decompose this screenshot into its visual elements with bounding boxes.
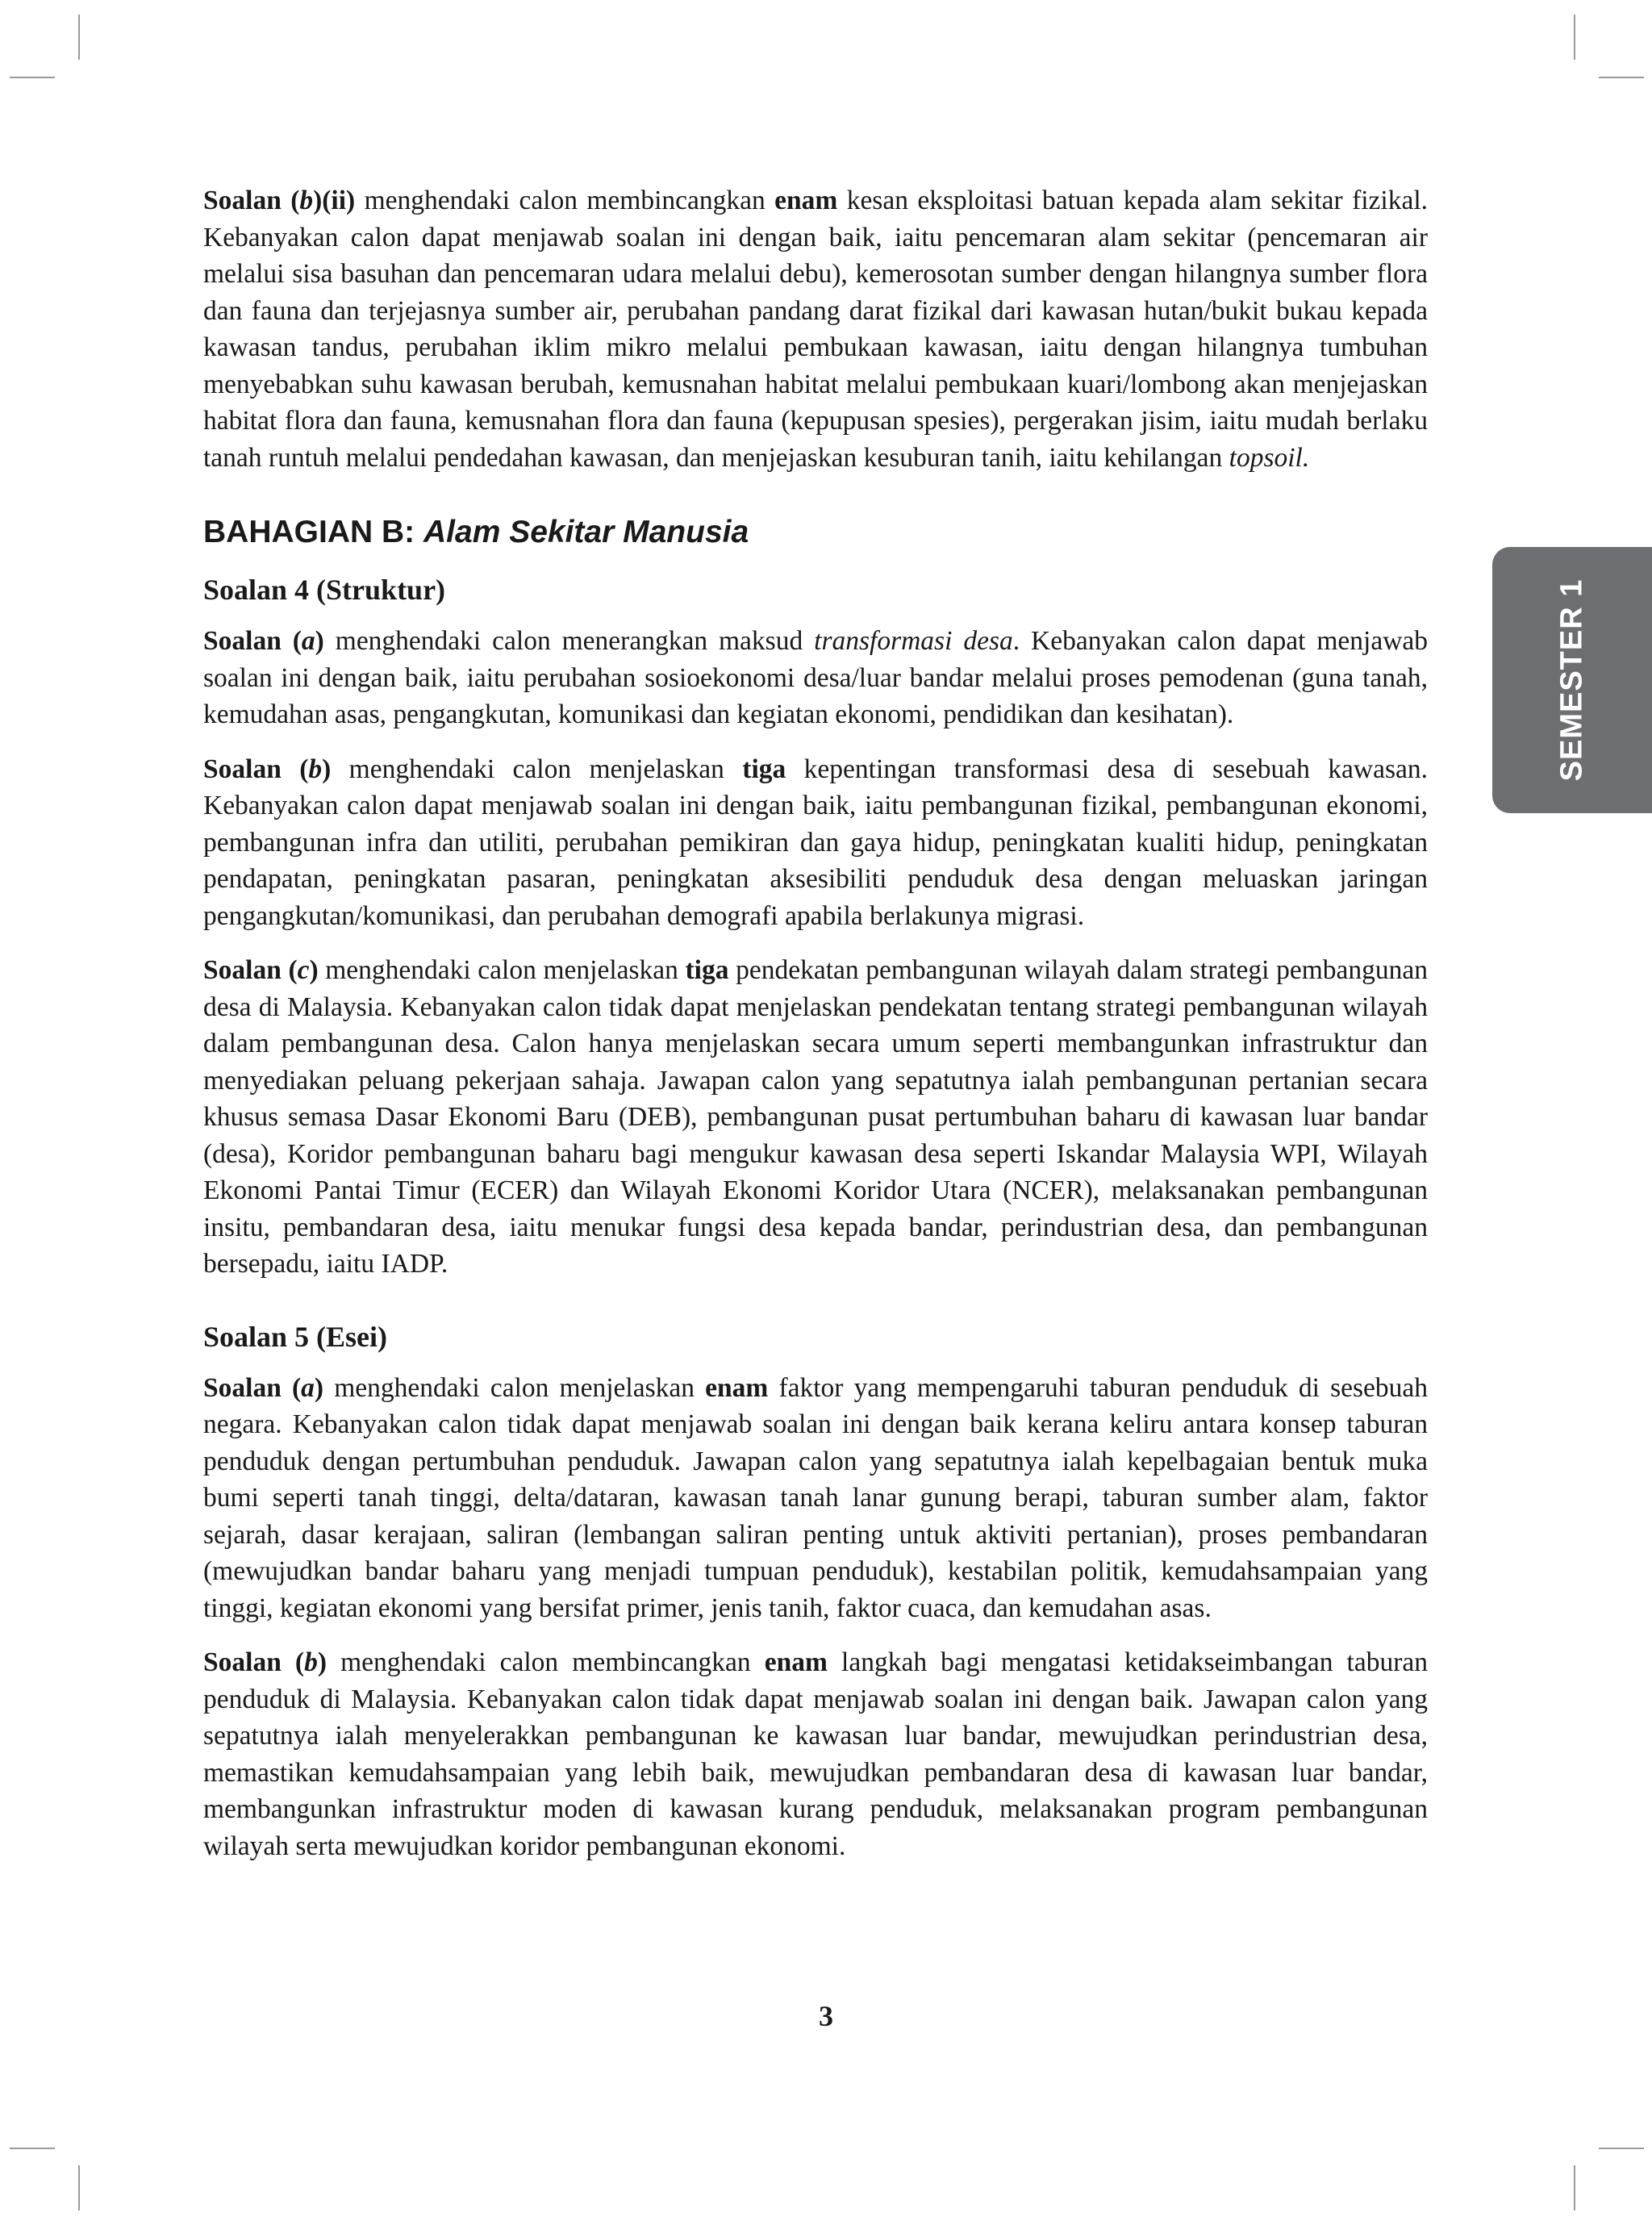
part-letter: b [304,1647,318,1677]
crop-mark [1574,15,1575,60]
keyword-bold: tiga [685,955,729,985]
paren: ( [294,1647,305,1677]
page-content [203,182,1428,1864]
part-letter: c [297,955,310,985]
paragraph-soalan-5a [203,1370,1428,1627]
paren: ( [292,1372,302,1403]
paren: ) [315,626,324,656]
page-number: 3 [819,2000,833,2032]
soalan-label: Soalan [203,626,282,656]
paragraph-text: menghendaki calon menjelaskan [323,1372,706,1403]
paragraph-text: kepentingan transformasi desa di sesebuah kawasan. Kebanyakan calon dapat menjawab soalan ini dengan baik, iaitu pembangunan fizikal, pembangunan ekonomi, pembangunan infra dan utiliti, perubahan pemikiran dan gaya hidup, peningkatan kualiti hidup, peningkatan pendapatan, peningkatan pasaran, peningkatan aksesibiliti penduduk desa dengan meluaskan jaringan pengangkutan/komunikasi, dan perubahan demografi apabila berlakunya migrasi. [203,753,1428,931]
paren: ( [292,626,302,656]
keyword-bold: enam [705,1372,769,1403]
paragraph-text: kesan eksploitasi batuan kepada alam sekitar fizikal. Kebanyakan calon dapat menjawab soalan ini dengan baik, iaitu pencemaran alam sekitar (pencemaran air melalui sisa basuhan dan pencemaran udara melalui debu), kemerosotan sumber dengan hilangnya sumber flora dan fauna dan terjejasnya sumber air, perubahan pandang darat fizikal dari kawasan hutan/bukit bukau kepada kawasan tandus, perubahan iklim mikro melalui pembukaan kawasan, iaitu dengan hilangnya tumbuhan menyebabkan suhu kawasan berubah, kemusnahan habitat melalui pembukaan kuari/lombong akan menjejaskan habitat flora dan fauna, kemusnahan flora dan fauna (kepupusan spesies), pergerakan jisim, iaitu mudah berlaku tanah runtuh melalui pendedahan kawasan, dan menjejaskan kesuburan tanih, iaitu kehilangan [203,186,1429,473]
part-suffix: )(ii) [313,186,356,215]
section-title [203,513,1428,552]
paren: ( [290,186,300,215]
crop-mark [78,2165,80,2210]
part-letter: a [301,1372,315,1403]
paragraph-text: menghendaki calon menerangkan maksud [323,626,815,656]
soalan-label: Soalan [203,753,282,784]
paragraph-text: langkah bagi mengatasi ketidakseimbangan taburan penduduk di Malaysia. Kebanyakan calon tidak dapat menjawab soalan ini dengan baik. Jawapan calon yang sepatutnya ialah menyelerakkan pembangunan ke kawasan luar bandar, mewujudkan perindustrian desa, memastikan kemudahsampaian yang lebih baik, mewujudkan pembandaran desa di kawasan luar bandar, membangunkan infrastruktur moden di kawasan kurang penduduk, melaksanakan program pembangunan wilayah serta mewujudkan koridor pembangunan ekonomi. [203,1647,1428,1861]
paren: ( [299,753,309,784]
paragraph-text: menghendaki calon menjelaskan [331,753,743,784]
italic-term: transformasi desa [814,626,1013,656]
paren: ) [309,955,319,985]
paren: ( [288,955,298,985]
paragraph-text: menghendaki calon membincangkan [355,186,775,215]
paragraph-text: faktor yang mempengaruhi taburan penduduk di sesebuah negara. Kebanyakan calon tidak dapat menjawab soalan ini dengan baik kerana keliru antara konsep taburan penduduk dengan pertumbuhan penduduk. Jawapan calon yang sepatutnya ialah kepelbagaian bentuk muka bumi seperti tanah tinggi, delta/dataran, kawasan tanah lanar gunung berapi, taburan sumber alam, faktor sejarah, dasar kerajaan, saliran (lembangan saliran penting untuk aktiviti pertanian), proses pembandaran (mewujudkan bandar baharu yang menjadi tumpuan penduduk), kestabilan politik, kemudahsampaian yang tinggi, kegiatan ekonomi yang bersifat primer, jenis tanih, faktor cuaca, dan kemudahan asas. [203,1372,1429,1623]
paragraph-text: pendekatan pembangunan wilayah dalam strategi pembangunan desa di Malaysia. Kebanyakan calon tidak dapat menjelaskan pendekatan tentang strategi pembangunan wilayah dalam pembangunan desa. Calon hanya menjelaskan secara umum seperti membangunkan infrastruktur dan menyediakan peluang pekerjaan sahaja. Jawapan calon yang sepatutnya ialah pembangunan pertanian secara khusus semasa Dasar Ekonomi Baru (DEB), pembangunan pusat pertumbuhan baharu di kawasan luar bandar (desa), Koridor pembangunan baharu bagi mengukur kawasan desa seperti Iskandar Malaysia WPI, Wilayah Ekonomi Pantai Timur (ECER) dan Wilayah Ekonomi Koridor Utara (NCER), melaksanakan pembangunan insitu, pembandaran desa, iaitu menukar fungsi desa kepada bandar, perindustrian desa, dan pembangunan bersepadu, iaitu IADP. [203,955,1428,1279]
paren: ) [322,753,332,784]
paragraph-text: menghendaki calon menjelaskan [318,955,686,985]
part-letter: b [299,186,314,215]
paragraph-text: . Kebanyakan calon dapat menjawab soalan ini dengan baik, iaitu perubahan sosioekonomi desa/luar bandar melalui proses pemodenan (guna tanah, kemudahan asas, pengangkutan, komunikasi dan kegiatan ekonomi, pendidikan dan kesihatan). [203,626,1429,729]
soalan-label: Soalan [203,1372,282,1403]
paren: ) [317,1647,327,1677]
soalan-label: Soalan [203,1647,282,1677]
crop-mark [1599,77,1644,78]
italic-term: topsoil. [1229,442,1310,473]
part-letter: a [301,626,315,656]
paren: ) [314,1372,324,1403]
soalan-label: Soalan [203,955,282,985]
crop-mark [1574,2165,1575,2210]
crop-mark [1599,2148,1644,2149]
paragraph-text: menghendaki calon membincangkan [326,1647,765,1677]
crop-mark [10,77,55,78]
paragraph-soalan-4b [203,751,1428,935]
paragraph-soalan-5b [203,1644,1428,1864]
crop-mark [78,15,80,60]
part-letter: b [308,753,323,784]
paragraph-soalan-3b-ii [203,182,1428,476]
section-prefix: BAHAGIAN B: [203,515,415,549]
soalan-5-heading: Soalan 5 (Esei) [203,1320,388,1353]
keyword-bold: tiga [742,753,786,784]
soalan-label: Soalan [203,186,282,215]
semester-tab-label: SEMESTER 1 [1554,578,1589,782]
soalan-4-heading: Soalan 4 (Struktur) [203,574,446,606]
semester-side-tab [1492,547,1652,813]
keyword-bold: enam [774,186,838,215]
paragraph-soalan-4c [203,952,1428,1283]
section-name: Alam Sekitar Manusia [423,515,749,549]
crop-mark [10,2148,55,2149]
keyword-bold: enam [764,1647,828,1677]
paragraph-soalan-4a [203,623,1428,733]
